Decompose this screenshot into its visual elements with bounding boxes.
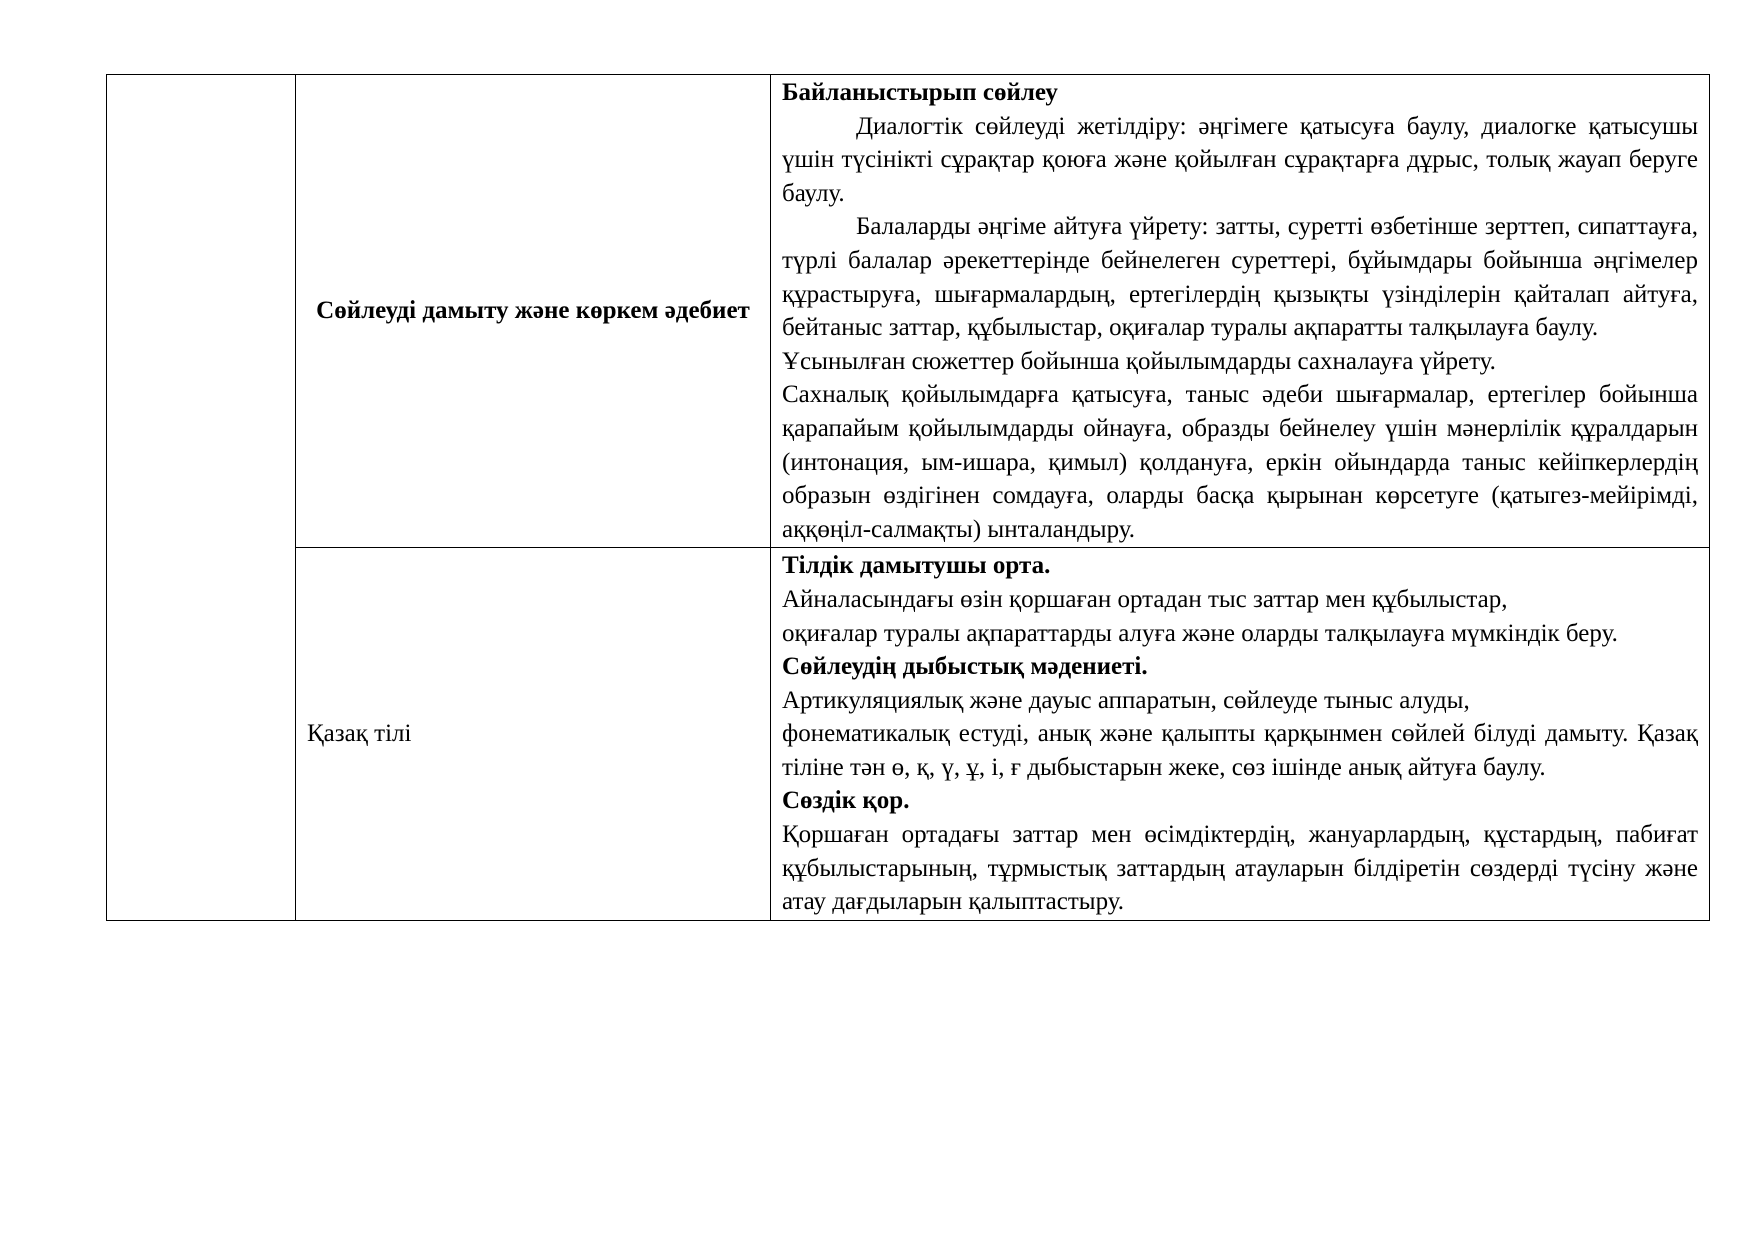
section-heading: Сөйлеудің дыбыстық мәдениеті. (782, 653, 1148, 681)
area-name: Сөйлеуді дамыту және көркем әдебиет (316, 297, 750, 325)
area-name-cell (296, 75, 771, 548)
content-paragraph: фонематикалық естуді, анық және қалыпты қарқынмен сөйлей білуді дамыту. Қазақ тіліне тән ө, қ, ү, ұ, і, ғ дыбыстарын жеке, сөз ішінде анық айтуға баулу. (782, 720, 1698, 781)
content-paragraph: Қоршаған ортадағы заттар мен өсімдіктердің, жануарлардың, құстардың, пабиғат құбылыстарының, тұрмыстық заттардың атауларын білдіретін сөздерді түсіну және атау дағдыларын қалыптастыру. (782, 821, 1698, 916)
content-paragraph: Сахналық қойылымдарға қатысуға, таныс әдеби шығармалар, ертегілер бойынша қарапайым қойылымдарды ойнауға, образды бейнелеу үшін мәнерлілік құралдарын (интонация, ым-ишара, қимыл) қолдануға, еркін ойындарда таныс кейіпкерлердің образын өздігінен сомдауға, оларды басқа қырынан көрсетуге (қатыгез-мейірімді, аққөңіл-салмақты) ынталандыру. (782, 381, 1698, 543)
empty-first-column-cell (107, 75, 296, 921)
content-paragraph: Диалогтік сөйлеуді жетілдіру: әңгімеге қатысуға баулу, диалогке қатысушы үшін түсінікті сұрақтар қоюға және қойылған сұрақтарға дұрыс, толық жауап беруге баулу. (782, 112, 1698, 207)
content-line: Артикуляциялық және дауыс аппаратын, сөйлеуде тыныс алуды, (782, 686, 1470, 714)
table-row (107, 548, 1710, 921)
area-name-cell (296, 548, 771, 921)
content-cell (771, 75, 1710, 548)
area-name: Қазақ тілі (307, 720, 412, 748)
content-paragraph: оқиғалар туралы ақпараттарды алуға және оларды талқылауға мүмкіндік беру. (782, 619, 1618, 647)
section-heading: Сөздік қор. (782, 787, 910, 815)
table-row (107, 75, 1710, 548)
content-paragraph: Ұсынылған сюжеттер бойынша қойылымдарды сахналауға үйрету. (782, 347, 1496, 375)
content-cell (771, 548, 1710, 921)
content-line: Айналасындағы өзін қоршаған ортадан тыс заттар мен құбылыстар, (782, 585, 1508, 613)
section-heading: Тілдік дамытушы орта. (782, 552, 1051, 580)
content-paragraph: Балаларды әңгіме айтуға үйрету: затты, суретті өзбетінше зерттеп, сипаттауға, түрлі балалар әрекеттерінде бейнелеген суреттері, бұйымдары бойынша әңгімелер құрастыруға, шығармалардың, ертегілердің қызықты үзінділерін қайталап айтуға, бейтаныс заттар, құбылыстар, оқиғалар туралы ақпаратты талқылауға баулу. (782, 213, 1698, 342)
curriculum-table (106, 74, 1710, 921)
section-heading: Байланыстырып сөйлеу (782, 79, 1058, 106)
